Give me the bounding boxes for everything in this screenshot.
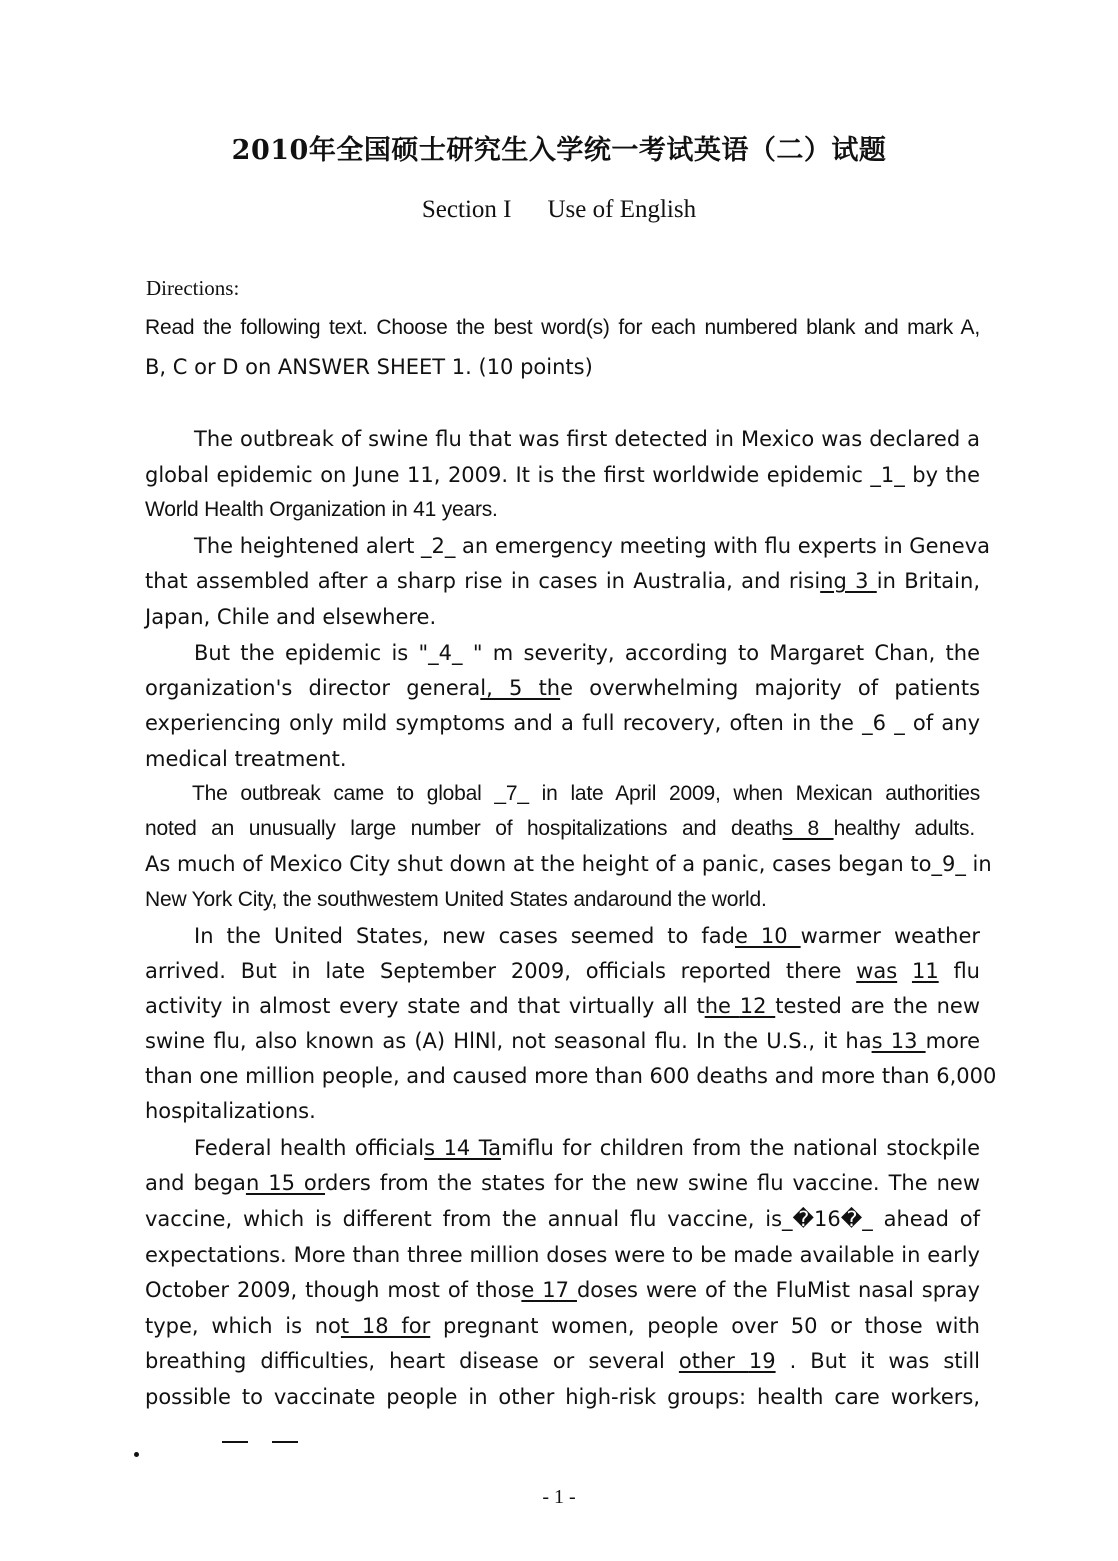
page-number: - 1 -	[542, 1486, 576, 1508]
directions-line-1: Read the following text. Choose the best word(s) for each numbered blank and mark A,	[145, 316, 980, 339]
passage-line: The heightened alert _2_ an emergency meeting with flu experts in Geneva	[194, 534, 991, 558]
blank-11: 11	[911, 959, 939, 983]
passage-line: swine flu, also known as (A) HlNl, not seasonal flu. In the U.S., it has 13 more	[145, 1029, 981, 1053]
section-number: Section I	[421, 196, 512, 223]
passage-line: activity in almost every state and that virtually all the 12 tested are the new	[145, 994, 981, 1018]
scan-artifact-dot	[134, 1452, 139, 1457]
blank-13: s 13	[871, 1029, 926, 1053]
page-title: 2010年全国硕士研究生入学统一考试英语（二）试题	[231, 135, 887, 166]
blank-19: 19	[748, 1349, 776, 1373]
blank-17: e 17	[521, 1278, 577, 1302]
passage-line: than one million people, and caused more than 600 deaths and more than 6,000	[145, 1064, 997, 1088]
passage-line: possible to vaccinate people in other high-risk groups: health care workers,	[145, 1385, 980, 1409]
passage-line: Federal health officials 14 Tamiflu for children from the national stockpile	[194, 1136, 981, 1160]
blank-10: e 10	[734, 924, 801, 948]
section-heading	[0, 196, 1118, 224]
passage-line: hospitalizations.	[145, 1099, 316, 1123]
blank-18: t 18 for	[340, 1314, 431, 1338]
passage-line: As much of Mexico City shut down at the height of a panic, cases began to_9_ in	[145, 852, 992, 876]
passage-line: The outbreak came to global _7_ in late April 2009, when Mexican authorities	[192, 782, 980, 805]
blank-8: s 8	[782, 817, 834, 840]
blank-15: n 15 or	[245, 1171, 326, 1195]
blank-12: 12	[739, 994, 776, 1018]
scan-artifact-dash	[222, 1441, 248, 1443]
passage-line: expectations. More than three million doses were to be made available in early	[145, 1243, 980, 1267]
directions-label: Directions:	[146, 276, 240, 300]
passage-line: medical treatment.	[145, 747, 347, 771]
passage-line: October 2009, though most of those 17 doses were of the FluMist nasal spray	[145, 1278, 980, 1302]
passage-line: In the United States, new cases seemed to fade 10 warmer weather	[194, 924, 981, 948]
passage-line: World Health Organization in 41 years.	[145, 498, 498, 521]
blank-5: l, 5 th	[480, 676, 561, 700]
passage-line: The outbreak of swine flu that was first detected in Mexico was declared a	[194, 427, 980, 451]
scan-artifact-dash	[272, 1441, 298, 1443]
directions-line-2: B, C or D on ANSWER SHEET 1. (10 points)	[145, 355, 593, 379]
section-name: Use of English	[547, 196, 697, 223]
passage-line: and began 15 orders from the states for the new swine flu vaccine. The new	[145, 1171, 980, 1195]
passage-line: organization's director general, 5 the overwhelming majority of patients	[145, 676, 981, 700]
passage-line: noted an unusually large number of hospitalizations and deaths 8 healthy adults.	[145, 817, 975, 840]
passage-line: that assembled after a sharp rise in cases in Australia, and rising 3 in Britain,	[145, 569, 980, 593]
passage-line: breathing difficulties, heart disease or several other 19 . But it was still	[145, 1349, 981, 1373]
passage-line: arrived. But in late September 2009, officials reported there was 11 flu	[145, 959, 980, 983]
blank-14: s 14 Ta	[424, 1136, 502, 1160]
passage-line: experiencing only mild symptoms and a full recovery, often in the _6 _ of any	[145, 711, 980, 735]
passage-line: New York City, the southwestem United States andaround the world.	[145, 888, 767, 911]
passage-line: type, which is not 18 for pregnant women, people over 50 or those with	[145, 1314, 980, 1338]
blank-3: ng 3	[820, 569, 877, 593]
passage-line: But the epidemic is "_4_ " m severity, according to Margaret Chan, the	[194, 641, 980, 665]
passage-line: vaccine, which is different from the annual flu vaccine, is_�16�_ ahead of	[145, 1207, 980, 1231]
passage-line: Japan, Chile and elsewhere.	[145, 605, 437, 629]
passage-line: global epidemic on June 11, 2009. It is the first worldwide epidemic _1_ by the	[145, 463, 980, 487]
